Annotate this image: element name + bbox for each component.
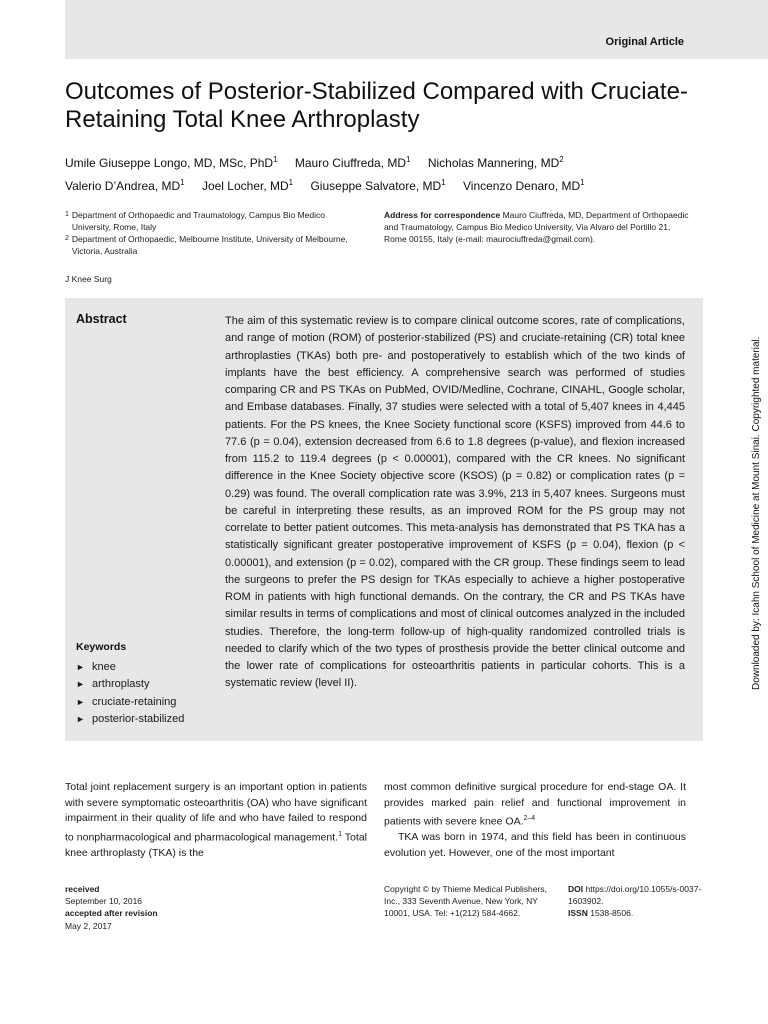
author: Umile Giuseppe Longo, MD, MSc, PhD$^1$: [65, 155, 278, 170]
body-column-left: [65, 780, 367, 861]
author: Giuseppe Salvatore, $MD^1$: [310, 178, 446, 193]
affiliation: 1 Department of Orthopaedic and Traumatology, Campus Bio Medico University, Rome, Italy: [65, 210, 325, 232]
article-history: received September 10, 2016 accepted after revision May 2, 2017: [65, 884, 158, 931]
arrow-icon: ►: [76, 679, 85, 690]
author: Vincenzo Denaro, $MD^1$: [463, 178, 585, 193]
abstract-text: The aim of this systematic review is to compare clinical outcome scores, rate of complications, and range of motion (ROM) of posterior-stabilized (PS) and cruciate-retaining (CR) total knee arthroplasties (TKAs) both pre- and postoperatively to establish which of the two kinds of implants have the best efficiency. A comprehensive search was performed of studies comparing CR and PS TKAs on PubMed, OVID/Medline, Cochrane, CINAHL, Google scholar, and Embase databases. Finally, 37 studies were selected with a total of 5,407 knees in 4,445 patients. For the PS knees, the Knee Society functional score (KSFS) improved from 44.6 to 77.6 (p = 0.04), extension decreased from 6.6 to 1.8 degrees (p-value), and flexion increased from 115.2 to 119.4 degrees (p < 0.00001), compared with the CR knees. No significant difference in the Knee Society objective score (KSOS) (p = 0.82) or complication rates (p = 0.29) was found. The overall complication rate was 3.9%, 213 in 5,407 knees. Surgeons must be careful in interpreting these results, as an improved ROM for the PS group may not correlate to better patient outcomes. This meta-analysis has demonstrated that PS TKA has a statistically significant greater postoperative improvement of KSFS (p = 0.04), flexion (p < 0.00001), and extension (p = 0.02), compared with the CR group. These findings seem to lead the surgeons to prefer the PS design for TKAs especially to achieve a higher postoperative ROM in patients with high functional demands. On the contrary, the CR and PS TKAs have similar results in terms of complications and most of clinical outcomes analyzed in the included studies. Therefore, the long-term follow-up of high-quality randomized controlled trials is needed to clarify which of the two types of prosthesis provide the better clinical outcome and the lower rate of complications for osteoarthritis patients in particular cohorts. This is a systematic review (level II).: [225, 315, 685, 690]
body-column-right: [384, 780, 686, 861]
header-bar: [65, 0, 768, 59]
doi-issn: DOI https://doi.org/10.1055/s-0037-1603902. ISSN 1538-8506.: [568, 884, 702, 919]
body-paragraph: Total joint replacement surgery is an important option in patients with severe symptomatic osteoarthritis (OA) who have significant impairment in their quality of life and who have failed to respond to nonpharmacological and pharmacological management.$^1$ Total knee arthroplasty (TKA) is the: [65, 781, 367, 859]
arrow-icon: ►: [76, 713, 85, 724]
correspondence-address: Address for correspondence Mauro Ciuffreda, MD, Department of Orthopaedic and Traumatology, Campus Bio Medico University, Via Alvaro del Portillo 21, Rome 00155, Italy (e-mail: maurociuffreda@gmail.com).: [384, 210, 689, 244]
affiliation: 2 Department of Orthopaedic, Melbourne Institute, University of Melbourne, Victoria, Australia: [65, 234, 348, 256]
body-paragraph: TKA was born in 1974, and this field has been in continuous evolution yet. However, one of the most important: [384, 831, 686, 859]
keywords-list: [76, 659, 184, 728]
author-list: [65, 150, 705, 196]
keyword-item: ► arthroplasty: [76, 676, 184, 693]
keyword-item: ► posterior-stabilized: [76, 711, 184, 728]
article-type-label: Original Article: [605, 36, 684, 48]
body-paragraph: most common definitive surgical procedure for end-stage OA. It provides marked pain relief and functional improvement in patients with severe knee OA.$^{2-4}$: [384, 781, 686, 828]
affiliations: [65, 209, 365, 257]
arrow-icon: ►: [76, 696, 85, 707]
download-watermark: Downloaded by: Icahn School of Medicine at Mount Sinai. Copyrighted material.: [751, 336, 762, 690]
arrow-icon: ►: [76, 662, 85, 672]
keyword-item: ► knee: [76, 659, 184, 676]
copyright-notice: Copyright © by Thieme Medical Publishers, Inc., 333 Seventh Avenue, New York, NY 10001, USA. Tel: +1(212) 584-4662.: [384, 884, 547, 919]
abstract-heading: Abstract: [76, 312, 127, 326]
author: Nicholas Mannering, $MD^2$: [427, 155, 564, 170]
author: Mauro Ciuffreda, $MD^1$: [294, 155, 411, 170]
author: Valerio D’Andrea, $MD^1$: [65, 178, 185, 193]
article-title: Outcomes of Posterior-Stabilized Compared with Cruciate-Retaining Total Knee Arthroplasty: [65, 78, 688, 133]
keyword-item: ► cruciate-retaining: [76, 694, 184, 711]
keywords-heading: Keywords: [76, 641, 127, 653]
author: Joel Locher, $MD^1$: [201, 178, 294, 193]
journal-name: J Knee Surg: [65, 274, 112, 284]
